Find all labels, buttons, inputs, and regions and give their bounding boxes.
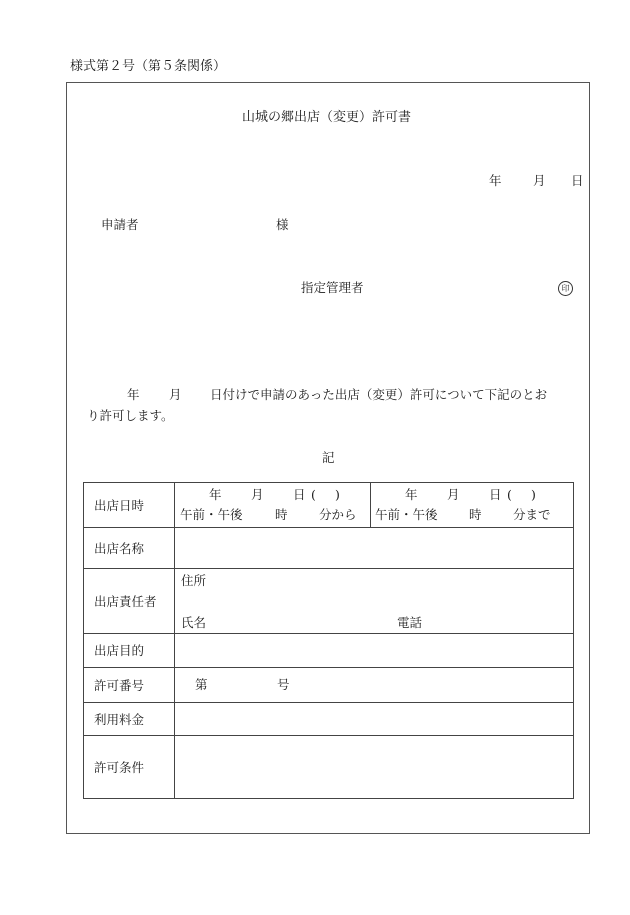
date-month: 月 [533, 173, 546, 188]
permit-suffix: 号 [277, 677, 290, 692]
end-hour: 時 [469, 507, 482, 522]
seal-mark: 印 [558, 281, 573, 296]
record-table [83, 482, 574, 799]
row-permit-number [84, 668, 574, 703]
value-shop-name[interactable] [175, 528, 574, 569]
start-datetime-cell [175, 483, 371, 528]
body-line1-text: 日付けで申請のあった出店（変更）許可について下記のとお [210, 387, 548, 402]
end-ampm: 午前・午後 [375, 507, 438, 522]
end-month: 月 [447, 487, 460, 502]
start-hour: 時 [275, 507, 288, 522]
label-datetime: 出店日時 [84, 483, 175, 528]
end-paren-close: ) [531, 487, 536, 502]
applicant-label: 申請者 [101, 217, 139, 232]
page-title: 山城の郷出店（変更）許可書 [242, 110, 412, 125]
manager-name-label: 氏名 [181, 615, 207, 630]
value-fee[interactable] [175, 703, 574, 736]
ki-heading: 記 [322, 450, 335, 465]
value-purpose[interactable] [175, 634, 574, 668]
start-minute-from: 分から [319, 507, 357, 522]
body-month: 月 [169, 387, 182, 402]
start-day: 日 [293, 487, 306, 502]
row-shop-name [84, 528, 574, 569]
body-year: 年 [127, 387, 140, 402]
manager-phone-label: 電話 [397, 615, 423, 630]
row-fee [84, 703, 574, 736]
end-datetime-cell [371, 483, 574, 528]
row-purpose [84, 634, 574, 668]
end-year: 年 [405, 487, 418, 502]
end-paren-open: ( [507, 487, 512, 502]
value-manager[interactable] [175, 569, 574, 634]
form-number: 様式第２号（第５条関係） [70, 59, 227, 74]
applicant-honorific: 様 [276, 217, 289, 232]
row-manager [84, 569, 574, 634]
issuer-label: 指定管理者 [301, 280, 364, 295]
date-year: 年 [489, 173, 502, 188]
end-day: 日 [489, 487, 502, 502]
start-ampm: 午前・午後 [180, 507, 243, 522]
start-paren-open: ( [311, 487, 316, 502]
label-conditions: 許可条件 [84, 736, 175, 799]
manager-address-label: 住所 [181, 573, 207, 588]
start-year: 年 [209, 487, 222, 502]
value-conditions[interactable] [175, 736, 574, 799]
label-shop-name: 出店名称 [84, 528, 175, 569]
row-conditions [84, 736, 574, 799]
label-manager: 出店責任者 [84, 569, 175, 634]
row-datetime [84, 483, 574, 528]
permit-prefix: 第 [195, 677, 208, 692]
body-line2-text: り許可します。 [87, 408, 174, 423]
start-paren-close: ) [335, 487, 340, 502]
label-permit-number: 許可番号 [84, 668, 175, 703]
label-purpose: 出店目的 [84, 634, 175, 668]
start-month: 月 [251, 487, 264, 502]
value-permit-number[interactable] [175, 668, 574, 703]
end-minute-until: 分まで [513, 507, 551, 522]
date-day: 日 [571, 173, 584, 188]
label-fee: 利用料金 [84, 703, 175, 736]
